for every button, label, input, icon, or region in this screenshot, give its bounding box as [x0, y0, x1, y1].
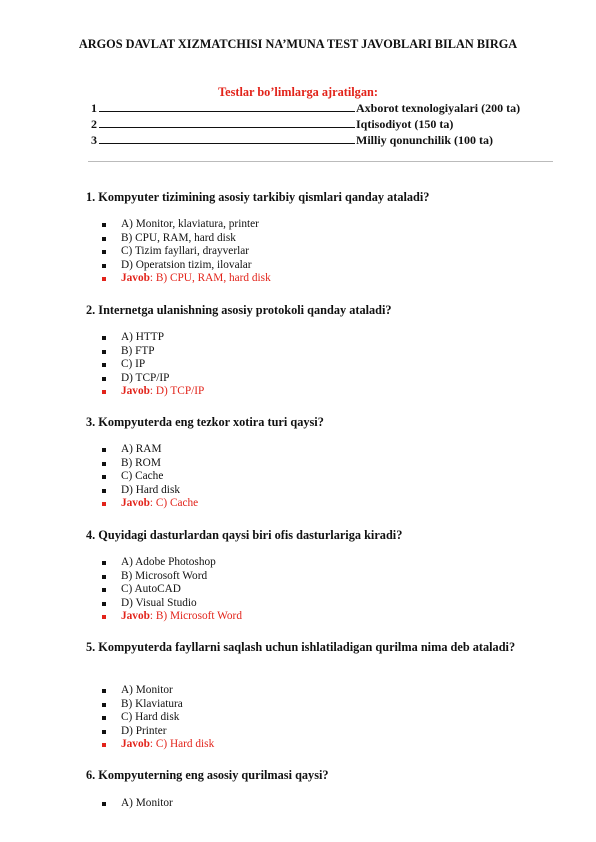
option-item: A) HTTP	[102, 331, 204, 345]
answer-item	[102, 610, 242, 624]
answer-value: : C) Cache	[149, 497, 199, 510]
option-list	[102, 556, 242, 624]
section-number: 3	[91, 133, 97, 147]
answer-item	[102, 385, 204, 399]
section-number: 2	[91, 117, 97, 131]
answer-value: : B) CPU, RAM, hard disk	[149, 272, 271, 285]
option-item: C) AutoCAD	[102, 583, 242, 597]
question-text: 2. Internetga ulanishning asosiy protokoli qanday ataladi?	[86, 303, 392, 317]
question-text: 4. Quyidagi dasturlardan qaysi biri ofis dasturlariga kiradi?	[86, 528, 403, 542]
option-item: D) Visual Studio	[102, 597, 242, 611]
answer-prefix: Javob	[121, 385, 150, 398]
answer-item	[102, 738, 214, 752]
section-label: Milliy qonunchilik (100 ta)	[356, 133, 494, 147]
section-row	[91, 132, 551, 148]
option-list	[102, 797, 173, 811]
option-list	[102, 684, 214, 752]
section-label: Iqtisodiyot (150 ta)	[356, 117, 454, 131]
answer-prefix: Javob	[121, 610, 150, 623]
section-underline	[99, 132, 355, 144]
document-subtitle: Testlar bo’limlarga ajratilgan:	[218, 85, 378, 99]
option-item: C) Tizim fayllari, drayverlar	[102, 245, 271, 259]
option-item: A) Monitor, klaviatura, printer	[102, 218, 271, 232]
option-list	[102, 443, 198, 511]
option-item: B) ROM	[102, 457, 198, 471]
option-item: A) RAM	[102, 443, 198, 457]
section-label: Axborot texnologiyalari (200 ta)	[356, 101, 521, 115]
option-item: D) Hard disk	[102, 484, 198, 498]
option-item: C) Hard disk	[102, 711, 214, 725]
option-item: C) IP	[102, 358, 204, 372]
question-text: 3. Kompyuterda eng tezkor xotira turi qaysi?	[86, 415, 324, 429]
section-underline	[99, 116, 355, 128]
answer-prefix: Javob	[121, 497, 150, 510]
section-row	[91, 116, 551, 132]
section-underline	[99, 100, 355, 112]
option-item: D) Printer	[102, 725, 214, 739]
answer-value: : B) Microsoft Word	[149, 610, 242, 623]
question-text: 1. Kompyuter tizimining asosiy tarkibiy qismlari qanday ataladi?	[86, 190, 430, 204]
horizontal-divider	[88, 161, 553, 162]
option-item: C) Cache	[102, 470, 198, 484]
question-text: 6. Kompyuterning eng asosiy qurilmasi qaysi?	[86, 768, 329, 782]
answer-prefix: Javob	[121, 738, 150, 751]
section-number: 1	[91, 101, 97, 115]
option-item: A) Monitor	[102, 797, 173, 811]
answer-item	[102, 497, 198, 511]
option-item: A) Monitor	[102, 684, 214, 698]
option-item: B) CPU, RAM, hard disk	[102, 232, 271, 246]
document-title: ARGOS DAVLAT XIZMATCHISI NA’MUNA TEST JAVOBLARI BILAN BIRGA	[78, 37, 518, 51]
option-list	[102, 331, 204, 399]
option-item: B) Microsoft Word	[102, 570, 242, 584]
answer-prefix: Javob	[121, 272, 150, 285]
answer-item	[102, 272, 271, 286]
option-item: D) Operatsion tizim, ilovalar	[102, 259, 271, 273]
answer-value: : D) TCP/IP	[149, 385, 205, 398]
question-text: 5. Kompyuterda fayllarni saqlash uchun ishlatiladigan qurilma nima deb ataladi?	[86, 640, 516, 654]
option-item: A) Adobe Photoshop	[102, 556, 242, 570]
option-item: B) Klaviatura	[102, 698, 214, 712]
option-item: D) TCP/IP	[102, 372, 204, 386]
option-item: B) FTP	[102, 345, 204, 359]
answer-value: : C) Hard disk	[149, 738, 215, 751]
option-list	[102, 218, 271, 286]
section-row	[91, 100, 551, 116]
